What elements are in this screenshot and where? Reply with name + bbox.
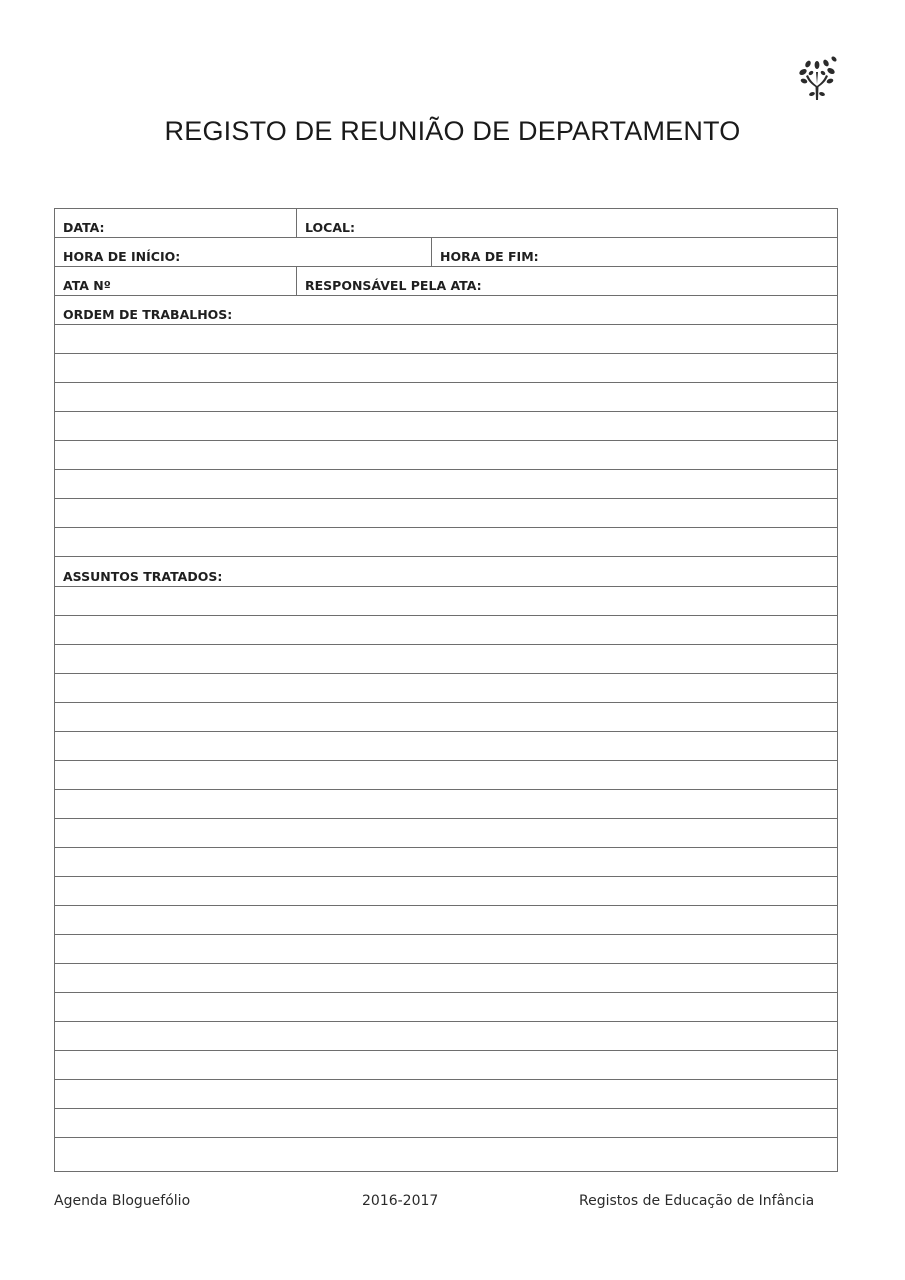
data-label: DATA:	[63, 220, 105, 235]
assuntos-line[interactable]	[55, 703, 837, 732]
ordem-line[interactable]	[55, 383, 837, 412]
meeting-form	[54, 208, 838, 1172]
local-label: LOCAL:	[305, 220, 355, 235]
responsavel-field[interactable]	[296, 267, 837, 295]
assuntos-tratados-label: ASSUNTOS TRATADOS:	[63, 569, 223, 584]
footer-year: 2016-2017	[362, 1193, 439, 1209]
assuntos-line[interactable]	[55, 761, 837, 790]
tree-logo-icon	[796, 54, 838, 102]
assuntos-tratados-header	[55, 558, 837, 587]
form-row-data-local	[55, 209, 837, 238]
assuntos-line[interactable]	[55, 645, 837, 674]
ordem-trabalhos-header	[55, 296, 837, 325]
local-field[interactable]	[296, 209, 837, 237]
ordem-line[interactable]	[55, 470, 837, 499]
hora-inicio-field[interactable]	[55, 238, 431, 266]
ordem-trabalhos-label: ORDEM DE TRABALHOS:	[63, 307, 233, 322]
assuntos-line[interactable]	[55, 1022, 837, 1051]
assuntos-line[interactable]	[55, 819, 837, 848]
hora-fim-field[interactable]	[431, 238, 837, 266]
assuntos-line[interactable]	[55, 616, 837, 645]
assuntos-line[interactable]	[55, 1080, 837, 1109]
assuntos-line[interactable]	[55, 848, 837, 877]
ordem-line[interactable]	[55, 325, 837, 354]
ordem-line[interactable]	[55, 528, 837, 557]
assuntos-line[interactable]	[55, 964, 837, 993]
assuntos-line[interactable]	[55, 732, 837, 761]
ordem-line[interactable]	[55, 441, 837, 470]
ata-numero-field[interactable]	[55, 267, 296, 295]
ordem-line[interactable]	[55, 354, 837, 383]
ordem-line[interactable]	[55, 499, 837, 528]
ata-numero-label: ATA Nº	[63, 278, 111, 293]
ordem-line[interactable]	[55, 412, 837, 441]
assuntos-line[interactable]	[55, 674, 837, 703]
form-row-ata	[55, 267, 837, 296]
hora-fim-label: HORA DE FIM:	[440, 249, 539, 264]
assuntos-line[interactable]	[55, 906, 837, 935]
assuntos-line[interactable]	[55, 1109, 837, 1138]
responsavel-label: RESPONSÁVEL PELA ATA:	[305, 278, 482, 293]
assuntos-line[interactable]	[55, 993, 837, 1022]
data-field[interactable]	[55, 209, 296, 237]
hora-inicio-label: HORA DE INÍCIO:	[63, 249, 181, 264]
assuntos-line[interactable]	[55, 935, 837, 964]
footer-left: Agenda Bloguefólio	[54, 1193, 191, 1209]
page-title: REGISTO DE REUNIÃO DE DEPARTAMENTO	[164, 116, 741, 146]
assuntos-line[interactable]	[55, 790, 837, 819]
form-row-horas	[55, 238, 837, 267]
footer-right: Registos de Educação de Infância	[579, 1193, 815, 1209]
assuntos-line[interactable]	[55, 1051, 837, 1080]
assuntos-line[interactable]	[55, 587, 837, 616]
assuntos-line[interactable]	[55, 877, 837, 906]
assuntos-line[interactable]	[55, 1138, 837, 1171]
